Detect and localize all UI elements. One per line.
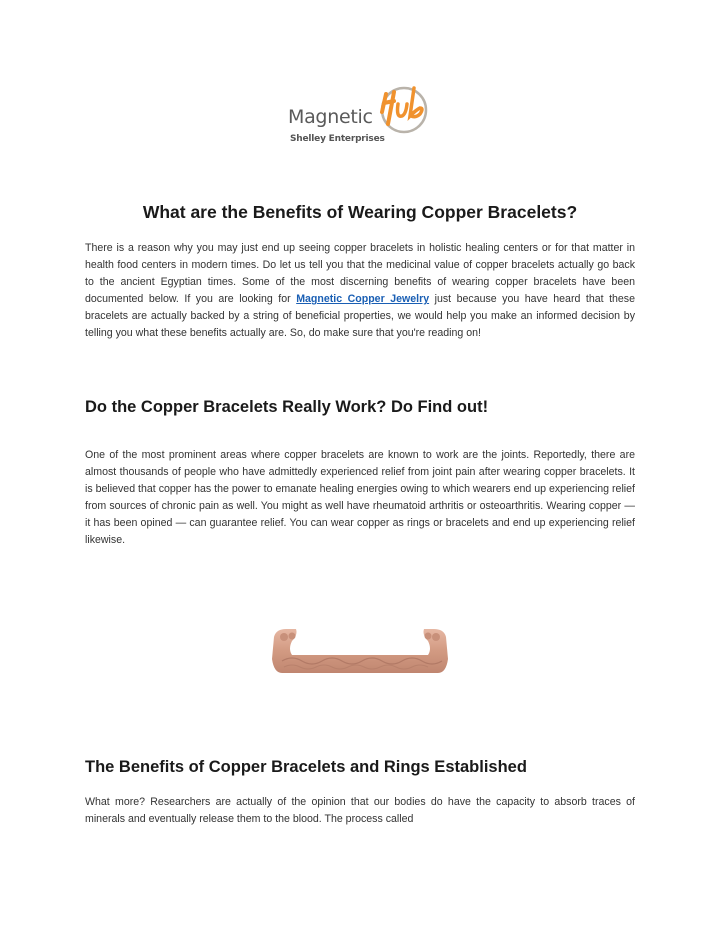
copper-bracelet-icon (262, 615, 458, 685)
section1-heading: Do the Copper Bracelets Really Work? Do Find out! (85, 398, 489, 416)
magnetic-hub-logo (286, 82, 436, 152)
section2-paragraph: What more? Researchers are actually of the opinion that our bodies do have the capacity to absorb traces of minerals and eventually release them to the blood. The process called (85, 796, 635, 826)
document-title: What are the Benefits of Wearing Copper Bracelets? (142, 202, 578, 222)
intro-paragraph (85, 240, 635, 343)
intro-text-after-link: just because you have heard that these bracelets are actually backed by a string of beneficial properties, we would help you make an informed decision by telling you what these benefits actually are. So, do make sure that you're reading on! (85, 293, 635, 340)
logo-hub-mark-icon (370, 84, 436, 140)
logo-brand-word: Magnetic (288, 106, 373, 128)
magnetic-copper-jewelry-link[interactable]: Magnetic Copper Jewelry (296, 293, 430, 306)
section1-paragraph: One of the most prominent areas where copper bracelets are known to work are the joints. Reportedly, there are almost thousands of people who have admittedly experienced relief from joint pain after wearing copper bracelets. It is believed that copper has the power to emanate healing energies owing to which wearers end up experiencing relief from sources of chronic pain as well. You might as well have rheumatoid arthritis or osteoarthritis. Wearing copper — it has been opined — can guarantee relief. You can wear copper as rings or bracelets and end up experiencing relief likewise. (85, 449, 635, 547)
intro-text-before-link: There is a reason why you may just end up seeing copper bracelets in holistic healing centers or for that matter in health food centers in modern times. Do let us tell you that the medicinal value of copper bracelets actually go back to the ancient Egyptian times. Some of the most discerning benefits of wearing copper bracelets have been documented below. If you are looking for (85, 242, 635, 306)
logo-subtitle: Shelley Enterprises (290, 134, 385, 144)
section2-heading: The Benefits of Copper Bracelets and Rings Established (85, 758, 527, 776)
copper-bracelet-image (262, 615, 458, 685)
